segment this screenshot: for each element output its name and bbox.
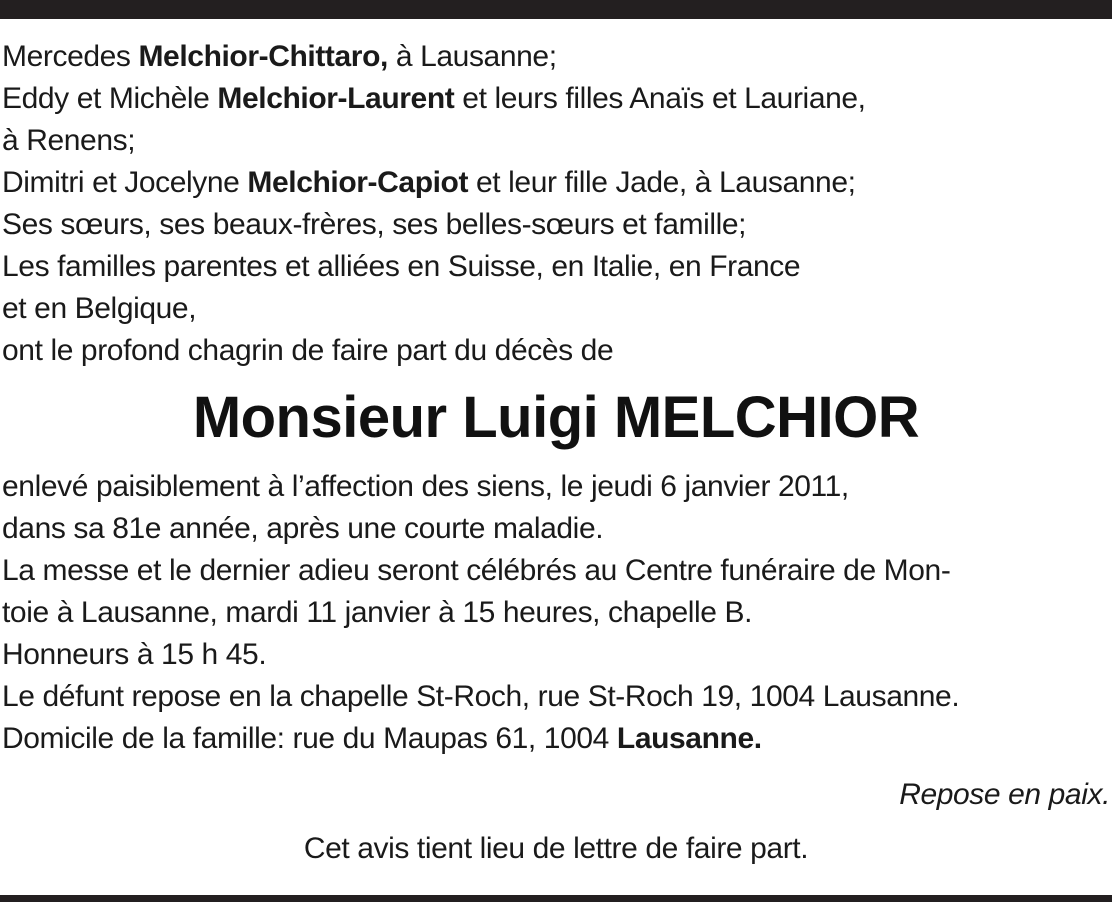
closing-note: Cet avis tient lieu de lettre de faire part. [303, 832, 809, 865]
obituary-notice [2, 36, 1110, 870]
family-line: ont le profond chagrin de faire part du décès de [2, 334, 614, 367]
detail-line: Domicile de la famille: rue du Maupas 61, 1004 Lausanne. [2, 722, 762, 755]
deceased-name: Monsieur Luigi MELCHIOR [192, 385, 920, 450]
family-line: Les familles parentes et alliées en Suisse, en Italie, en France [2, 250, 801, 283]
family-line: et en Belgique, [2, 292, 197, 325]
detail-line: dans sa 81e année, après une courte maladie. [2, 512, 604, 545]
detail-line: Le défunt repose en la chapelle St-Roch, rue St-Roch 19, 1004 Lausanne. [2, 680, 960, 713]
family-line: Ses sœurs, ses beaux-frères, ses belles-sœurs et famille; [2, 208, 747, 241]
detail-line: enlevé paisiblement à l’affection des siens, le jeudi 6 janvier 2011, [2, 470, 849, 503]
detail-line: La messe et le dernier adieu seront célébrés au Centre funéraire de Mon- [2, 554, 951, 587]
detail-line: toie à Lausanne, mardi 11 janvier à 15 heures, chapelle B. [2, 596, 753, 629]
family-line: Eddy et Michèle Melchior-Laurent et leurs filles Anaïs et Lauriane, [2, 82, 866, 115]
family-line: Dimitri et Jocelyne Melchior-Capiot et leur fille Jade, à Lausanne; [2, 166, 856, 199]
bottom-rule [0, 895, 1112, 902]
details-list [2, 466, 1110, 760]
top-rule [0, 0, 1112, 19]
repose-en-paix: Repose en paix. [899, 778, 1110, 811]
family-list [2, 36, 1110, 372]
detail-line: Honneurs à 15 h 45. [2, 638, 267, 671]
family-line: à Renens; [2, 124, 136, 157]
family-line: Mercedes Melchior-Chittaro, à Lausanne; [2, 40, 557, 73]
